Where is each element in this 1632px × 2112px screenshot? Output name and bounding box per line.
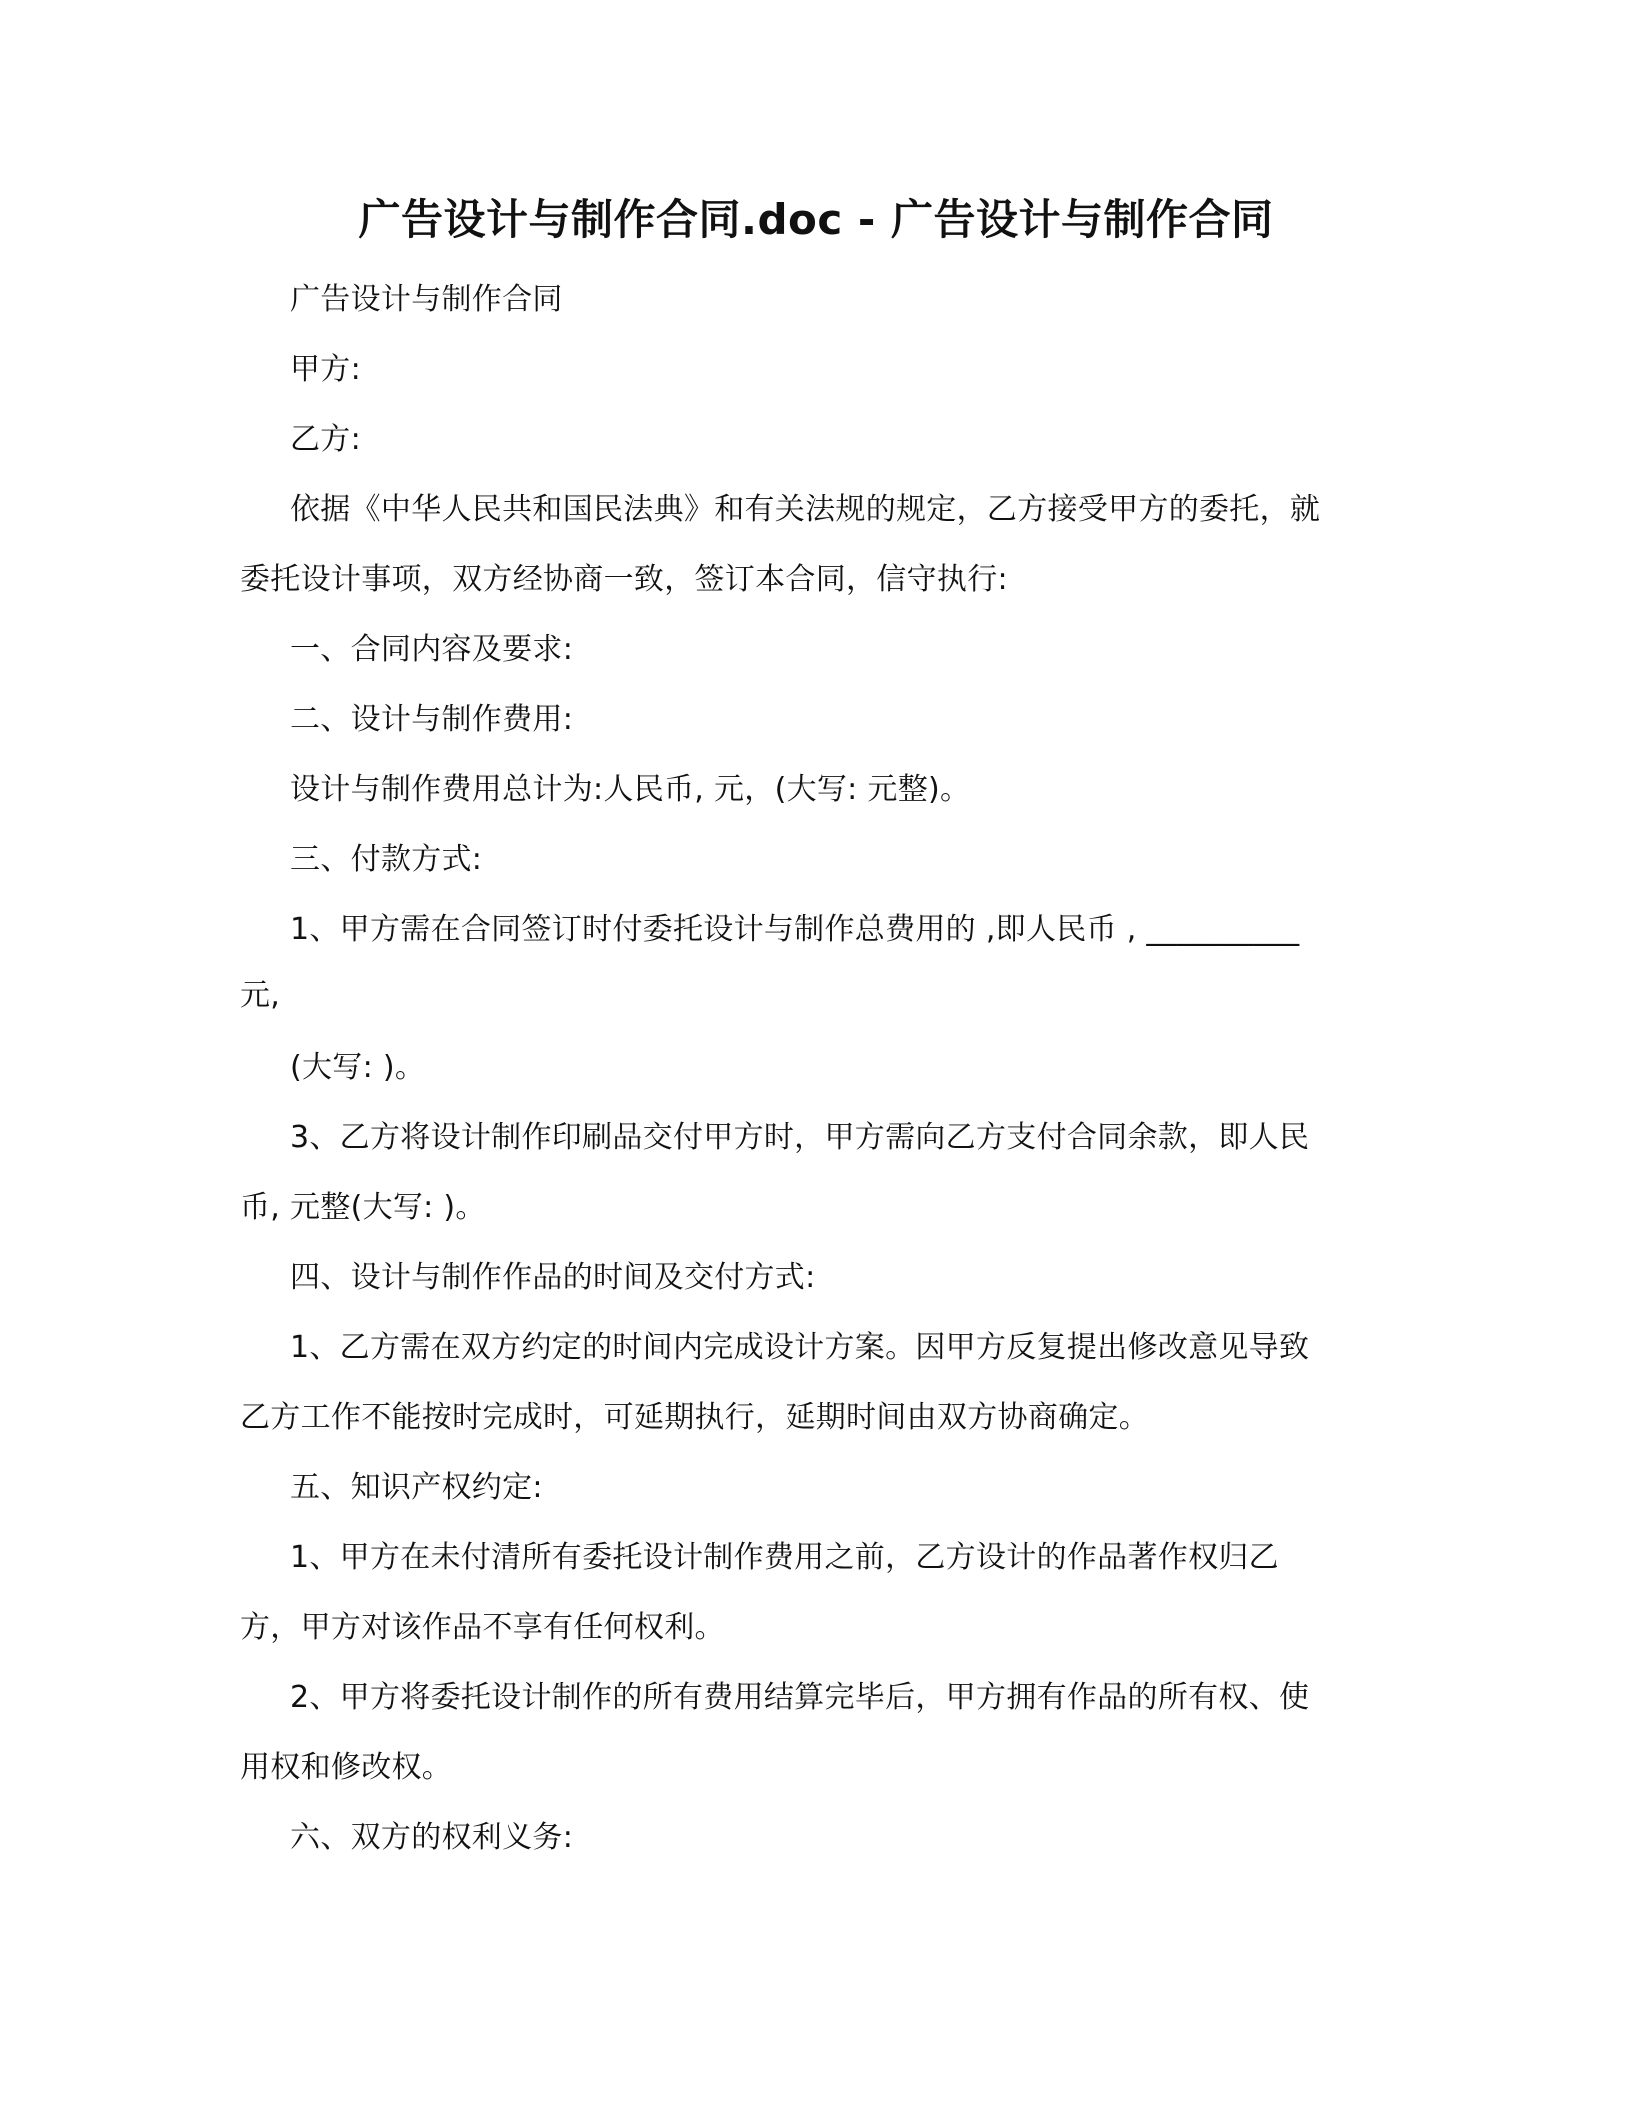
payment-item-1-line-3: (大写: )。 xyxy=(290,1050,426,1085)
contract-heading: 广告设计与制作合同 xyxy=(290,282,563,317)
delivery-item-1-line-2: 乙方工作不能按时完成时，可延期执行，延期时间由双方协商确定。 xyxy=(240,1400,1149,1435)
preamble-line-2: 委托设计事项，双方经协商一致，签订本合同，信守执行: xyxy=(240,562,1008,597)
section-5-heading: 五、知识产权约定: xyxy=(290,1470,543,1505)
payment-item-1-line-2: 元, xyxy=(240,978,281,1013)
fee-total-line: 设计与制作费用总计为:人民币, 元，(大写: 元整)。 xyxy=(290,772,971,807)
document-title: 广告设计与制作合同.doc - 广告设计与制作合同 xyxy=(358,195,1274,244)
payment-item-3-line-2: 币, 元整(大写: )。 xyxy=(240,1190,486,1225)
preamble-line-1: 依据《中华人民共和国民法典》和有关法规的规定，乙方接受甲方的委托，就 xyxy=(290,492,1321,527)
ip-item-2-line-2: 用权和修改权。 xyxy=(240,1750,453,1785)
ip-item-1-line-2: 方，甲方对该作品不享有任何权利。 xyxy=(240,1610,725,1645)
ip-item-1-line-1: 1、甲方在未付清所有委托设计制作费用之前，乙方设计的作品著作权归乙 xyxy=(290,1540,1279,1575)
section-4-heading: 四、设计与制作作品的时间及交付方式: xyxy=(290,1260,816,1295)
payment-item-1-line-1: 1、甲方需在合同签订时付委托设计与制作总费用的 ,即人民币 , __________ xyxy=(290,912,1300,947)
section-2-heading: 二、设计与制作费用: xyxy=(290,702,574,737)
payment-item-3-line-1: 3、乙方将设计制作印刷品交付甲方时，甲方需向乙方支付合同余款，即人民 xyxy=(290,1120,1310,1155)
delivery-item-1-line-1: 1、乙方需在双方约定的时间内完成设计方案。因甲方反复提出修改意见导致 xyxy=(290,1330,1310,1365)
section-3-heading: 三、付款方式: xyxy=(290,842,483,877)
ip-item-2-line-1: 2、甲方将委托设计制作的所有费用结算完毕后，甲方拥有作品的所有权、使 xyxy=(290,1680,1310,1715)
section-6-heading: 六、双方的权利义务: xyxy=(290,1820,574,1855)
party-b-label: 乙方: xyxy=(290,422,362,457)
section-1-heading: 一、合同内容及要求: xyxy=(290,632,574,667)
party-a-label: 甲方: xyxy=(290,352,362,387)
